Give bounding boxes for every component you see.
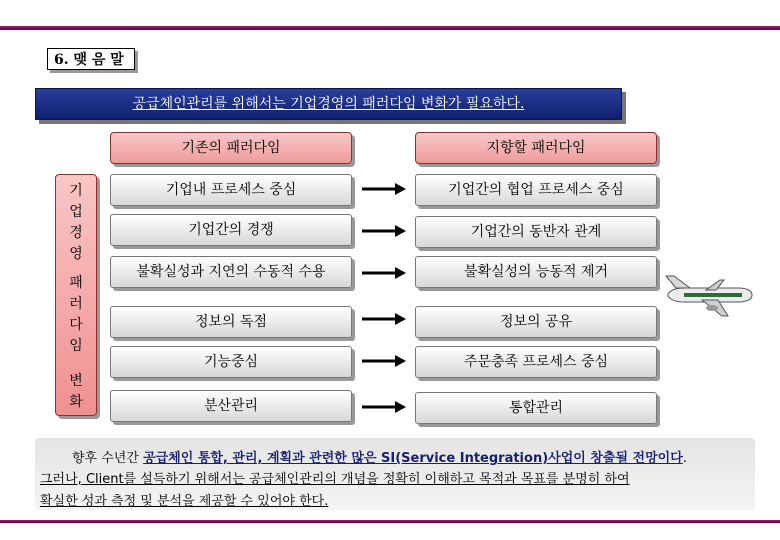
to-cell: 기업간의 동반자 관계 — [415, 216, 657, 248]
note-line-1-suffix: . — [682, 451, 687, 466]
note-line-1-emphasis: 공급체인 통합, 관리, 계획과 관련한 많은 SI(Service Integration)사업이 창출될 전망이다 — [143, 451, 683, 466]
to-cell: 기업간의 협업 프로세스 중심 — [415, 174, 657, 206]
side-label — [55, 174, 97, 416]
to-cell: 불확실성의 능동적 제거 — [415, 256, 657, 288]
to-cell: 주문충족 프로세스 중심 — [415, 346, 657, 378]
arrow-right-icon — [362, 400, 406, 414]
side-label-part2: 패 러 다 임 — [69, 275, 83, 354]
airplane-icon — [662, 272, 754, 320]
header-target-paradigm: 지향할 패러다임 — [415, 132, 657, 164]
note-line-3: 확실한 성과 측정 및 분석을 제공할 수 있어야 한다. — [40, 494, 329, 509]
to-cell: 통합관리 — [415, 392, 657, 424]
from-cell: 정보의 독점 — [110, 306, 352, 338]
from-cell: 기능중심 — [110, 346, 352, 378]
arrow-right-icon — [362, 182, 406, 196]
top-rule — [0, 26, 780, 30]
banner-text: 공급체인관리를 위해서는 기업경영의 패러다임 변화가 필요하다. — [132, 96, 525, 112]
from-cell: 기업내 프로세스 중심 — [110, 174, 352, 206]
section-title: 6. 맺 음 말 — [47, 48, 135, 70]
from-cell: 분산관리 — [110, 390, 352, 422]
arrow-right-icon — [362, 354, 406, 368]
header-current-paradigm: 기존의 패러다임 — [110, 132, 352, 164]
to-cell: 정보의 공유 — [415, 306, 657, 338]
note-line-1 — [72, 447, 687, 466]
note-line-2: 그러나, Client를 설득하기 위해서는 공급체인관리의 개념을 정확히 이해하고 목적과 목표를 분명히 하여 — [40, 472, 630, 487]
from-cell: 불확실성과 지연의 수동적 수용 — [110, 256, 352, 288]
banner — [35, 88, 622, 120]
arrow-right-icon — [362, 312, 406, 326]
note-line-1-prefix: 향후 수년간 — [72, 451, 144, 466]
side-label-part1: 기 업 경 영 — [69, 183, 83, 262]
side-label-part3: 변 화 — [69, 373, 83, 410]
arrow-right-icon — [362, 266, 406, 280]
arrow-right-icon — [362, 224, 406, 238]
from-cell: 기업간의 경쟁 — [110, 214, 352, 246]
bottom-rule — [0, 520, 780, 523]
